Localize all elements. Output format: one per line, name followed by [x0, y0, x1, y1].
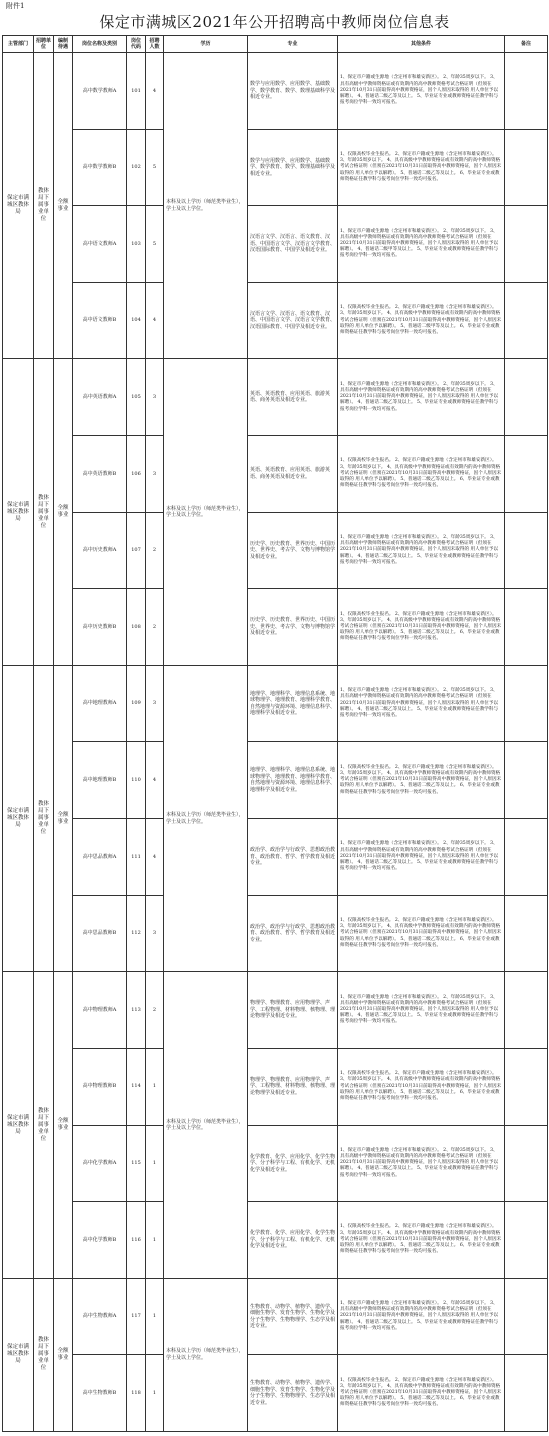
table-row: [3, 206, 548, 283]
note-cell: [505, 895, 548, 972]
note-cell: [505, 589, 548, 666]
num-cell: 3: [146, 895, 164, 972]
dept-cell: 保定市满城区教体局: [3, 53, 34, 359]
note-cell: [505, 972, 548, 1049]
header-note: 备注: [505, 36, 548, 53]
header-num: 招聘人数: [146, 36, 164, 53]
table-row: [3, 1048, 548, 1125]
note-cell: [505, 1355, 548, 1432]
cond-cell: 1、保定市户籍或生源地（含定州市和雄安新区）。 2、年龄35周岁以下。 3、具有高级中学教师资格证或有效期内的高中教师资格考试合格证明（但须在2021年10月31日前取得高中教师资格证，因个人原因未取得的 用人单位予以解聘）。 4、普通话二级乙等及以上。 5、毕业证专业或教师资格证任教学科与报考岗位学科一致均可报名。: [338, 819, 505, 896]
major-cell: 历史学、历史教育、世界历史、中国历史、世界史、考古学、文物与博物馆学及相近专业。: [248, 589, 338, 666]
cond-cell: 1、保定市户籍或生源地（含定州市和雄安新区）。 2、年龄35周岁以下。 3、具有高级中学教师资格证或有效期内的高中教师资格考试合格证明（但须在2021年10月31日前取得高中教师资格证，因个人原因未取得的 用人单位予以解聘）。 4、普通话二级乙等及以上。 5、毕业证专业或教师资格证任教学科与报考岗位学科一致均可报名。: [338, 1125, 505, 1202]
unit-cell: 教体局下属事业单位: [34, 53, 54, 359]
code-cell: 105: [127, 359, 146, 436]
table-row: [3, 819, 548, 896]
post-cell: 高中生物教师B: [73, 1355, 127, 1432]
code-cell: 101: [127, 53, 146, 130]
post-cell: 高中化学教师A: [73, 1125, 127, 1202]
header-major: 专业: [248, 36, 338, 53]
cond-cell: 1、保定市户籍或生源地（含定州市和雄安新区）。 2、年龄35周岁以下。 3、具有高级中学教师资格证或有效期内的高中教师资格考试合格证明（但须在2021年10月31日前取得高中教师资格证，因个人原因未取得的 用人单位予以解聘）。 4、普通话二级乙等及以上。 5、毕业证专业或教师资格证任教学科与报考岗位学科一致均可报名。: [338, 972, 505, 1049]
post-cell: 高中化学教师B: [73, 1202, 127, 1279]
code-cell: 117: [127, 1278, 146, 1355]
major-cell: 数学与应用数学、应用数学、基础数学、数学教育、数学、数理基础科学及相近专业。: [248, 53, 338, 130]
dept-cell: 保定市满城区教体局: [3, 1278, 34, 1431]
cond-cell: 1、仅限高校毕业生报名。 2、保定市户籍或生源地（含定州市和雄安新区）。 3、年龄35周岁以下。 4、具有高级中学教师资格证或有效期内的高中教师资格考试合格证明（但须在2021年10月31日前取得高中教师资格证，因个人原因未取得的 用人单位予以解聘）。 5、普通话二级乙等及以上。 6、毕业证专业或教师资格证任教学科与报考岗位学科一致均可报名。: [338, 436, 505, 513]
header-post: 岗位名称及类别: [73, 36, 127, 53]
table-body: [3, 53, 548, 1432]
edu-cell: 本科及以上学历（师范类毕业生），学士及以上学位。: [164, 359, 248, 665]
edu-cell: 本科及以上学历（师范类毕业生），学士及以上学位。: [164, 665, 248, 971]
code-cell: 116: [127, 1202, 146, 1279]
table-row: [3, 282, 548, 359]
cond-cell: 1、保定市户籍或生源地（含定州市和雄安新区）。 2、年龄35周岁以下。 3、具有高级中学教师资格证或有效期内的高中教师资格考试合格证明（但须在2021年10月31日前取得高中教师资格证，因个人原因未取得的 用人单位予以解聘）。 4、普通话二级乙等及以上。 5、毕业证专业或教师资格证任教学科与报考岗位学科一致均可报名。: [338, 53, 505, 130]
table-row: [3, 436, 548, 513]
table-row: [3, 972, 548, 1049]
note-cell: [505, 665, 548, 742]
post-cell: 高中物理教师A: [73, 972, 127, 1049]
dept-cell: 保定市满城区教体局: [3, 665, 34, 971]
unit-cell: 教体局下属事业单位: [34, 359, 54, 665]
note-cell: [505, 819, 548, 896]
job-table: [2, 35, 548, 1432]
num-cell: 2: [146, 972, 164, 1049]
num-cell: 4: [146, 53, 164, 130]
type-cell: 全额事业: [54, 359, 73, 665]
table-row: [3, 1355, 548, 1432]
cond-cell: 1、保定市户籍或生源地（含定州市和雄安新区）。 2、年龄35周岁以下。 3、具有高级中学教师资格证或有效期内的高中教师资格考试合格证明（但须在2021年10月31日前取得高中教师资格证，因个人原因未取得的 用人单位予以解聘）。 4、普通话二级乙等及以上。 5、毕业证专业或教师资格证任教学科与报考岗位学科一致均可报名。: [338, 1278, 505, 1355]
page-title: 保定市满城区2021年公开招聘高中教师岗位信息表: [99, 13, 450, 31]
code-cell: 108: [127, 589, 146, 666]
num-cell: 3: [146, 359, 164, 436]
code-cell: 118: [127, 1355, 146, 1432]
num-cell: 5: [146, 206, 164, 283]
cond-cell: 1、仅限高校毕业生报名。 2、保定市户籍或生源地（含定州市和雄安新区）。 3、年龄35周岁以下。 4、具有高级中学教师资格证或有效期内的高中教师资格考试合格证明（但须在2021年10月31日前取得高中教师资格证，因个人原因未取得的 用人单位予以解聘）。 5、普通话二级乙等及以上。 6、毕业证专业或教师资格证任教学科与报考岗位学科一致均可报名。: [338, 895, 505, 972]
post-cell: 高中数学教师B: [73, 129, 127, 206]
major-cell: 汉语言文学、汉语言、语文教育、汉语、中国语言文学、汉语言文学教育、汉语国际教育、中国学及相近专业。: [248, 282, 338, 359]
num-cell: 1: [146, 1202, 164, 1279]
header-code: 岗位代码: [127, 36, 146, 53]
major-cell: 生物教育、动物学、植物学、遗传学、细胞生物学、发育生物学、生物化学及分子生物学、生物物理学、生态学及相近专业。: [248, 1355, 338, 1432]
unit-cell: 教体局下属事业单位: [34, 665, 54, 971]
note-cell: [505, 53, 548, 130]
type-cell: 全额事业: [54, 1278, 73, 1431]
header-cond: 其他条件: [338, 36, 505, 53]
major-cell: 物理学、物理教育、应用物理学、声学、工程物理、材料物理、核物理、理论物理学及相近专业。: [248, 972, 338, 1049]
post-cell: 高中历史教师B: [73, 589, 127, 666]
cond-cell: 1、保定市户籍或生源地（含定州市和雄安新区）。 2、年龄35周岁以下。 3、具有高级中学教师资格证或有效期内的高中教师资格考试合格证明（但须在2021年10月31日前取得高中教师资格证，因个人原因未取得的 用人单位予以解聘）。 4、普通话二级乙等及以上。 5、毕业证专业或教师资格证任教学科与报考岗位学科一致均可报名。: [338, 359, 505, 436]
num-cell: 3: [146, 665, 164, 742]
code-cell: 111: [127, 819, 146, 896]
cond-cell: 1、仅限高校毕业生报名。 2、保定市户籍或生源地（含定州市和雄安新区）。 3、年龄35周岁以下。 4、具有高级中学教师资格证或有效期内的高中教师资格考试合格证明（但须在2021年10月31日前取得高中教师资格证，因个人原因未取得的 用人单位予以解聘）。 5、普通话二级乙等及以上。 6、毕业证专业或教师资格证任教学科与报考岗位学科一致均可报名。: [338, 742, 505, 819]
table-row: [3, 1125, 548, 1202]
note-cell: [505, 436, 548, 513]
post-cell: 高中思品教师A: [73, 819, 127, 896]
post-cell: 高中语文教师B: [73, 282, 127, 359]
num-cell: 4: [146, 819, 164, 896]
num-cell: 1: [146, 1355, 164, 1432]
unit-cell: 教体局下属事业单位: [34, 972, 54, 1278]
post-cell: 高中英语教师B: [73, 436, 127, 513]
cond-cell: 1、仅限高校毕业生报名。 2、保定市户籍或生源地（含定州市和雄安新区）。 3、年龄35周岁以下。 4、具有高级中学教师资格证或有效期内的高中教师资格考试合格证明（但须在2021年10月31日前取得高中教师资格证，因个人原因未取得的 用人单位予以解聘）。 5、普通话二级乙等及以上。 6、毕业证专业或教师资格证任教学科与报考岗位学科一致均可报名。: [338, 1202, 505, 1279]
num-cell: 2: [146, 589, 164, 666]
note-cell: [505, 359, 548, 436]
edu-cell: 本科及以上学历（师范类毕业生），学士及以上学位。: [164, 1278, 248, 1431]
table-row: [3, 53, 548, 130]
major-cell: 英语、英语教育、应用英语、旅游英语、商务英语及相近专业。: [248, 359, 338, 436]
cond-cell: 1、仅限高校毕业生报名。 2、保定市户籍或生源地（含定州市和雄安新区）。 3、年龄35周岁以下。 4、具有高级中学教师资格证或有效期内的高中教师资格考试合格证明（但须在2021年10月31日前取得高中教师资格证，因个人原因未取得的 用人单位予以解聘）。 5、普通话二级乙等及以上。 6、毕业证专业或教师资格证任教学科与报考岗位学科一致均可报名。: [338, 589, 505, 666]
table-row: [3, 742, 548, 819]
major-cell: 生物教育、动物学、植物学、遗传学、细胞生物学、发育生物学、生物化学及分子生物学、生物物理学、生态学及相近专业。: [248, 1278, 338, 1355]
major-cell: 物理学、物理教育、应用物理学、声学、工程物理、材料物理、核物理、理论物理学及相近专业。: [248, 1048, 338, 1125]
post-cell: 高中地理教师B: [73, 742, 127, 819]
major-cell: 英语、英语教育、应用英语、旅游英语、商务英语及相近专业。: [248, 436, 338, 513]
post-cell: 高中英语教师A: [73, 359, 127, 436]
note-cell: [505, 206, 548, 283]
header-type: 编制待遇: [54, 36, 73, 53]
major-cell: 汉语言文学、汉语言、语文教育、汉语、中国语言文学、汉语言文学教育、汉语国际教育、中国学及相近专业。: [248, 206, 338, 283]
header-dept: 主管部门: [3, 36, 34, 53]
type-cell: 全额事业: [54, 53, 73, 359]
code-cell: 110: [127, 742, 146, 819]
major-cell: 历史学、历史教育、世界历史、中国历史、世界史、考古学、文物与博物馆学及相近专业。: [248, 512, 338, 589]
cond-cell: 1、仅限高校毕业生报名。 2、保定市户籍或生源地（含定州市和雄安新区）。 3、年龄35周岁以下。 4、具有高级中学教师资格证或有效期内的高中教师资格考试合格证明（但须在2021年10月31日前取得高中教师资格证，因个人原因未取得的 用人单位予以解聘）。 5、普通话二级甲等及以上。 6、毕业证专业或教师资格证任教学科与报考岗位学科一致均可报名。: [338, 282, 505, 359]
cond-cell: 1、仅限高校毕业生报名。 2、保定市户籍或生源地（含定州市和雄安新区）。 3、年龄35周岁以下。 4、具有高级中学教师资格证或有效期内的高中教师资格考试合格证明（但须在2021年10月31日前取得高中教师资格证，因个人原因未取得的 用人单位予以解聘）。 5、普通话二级乙等及以上。 6、毕业证专业或教师资格证任教学科与报考岗位学科一致均可报名。: [338, 1355, 505, 1432]
cond-cell: 1、仅限高校毕业生报名。 2、保定市户籍或生源地（含定州市和雄安新区）。 3、年龄35周岁以下。 4、具有高级中学教师资格证或有效期内的高中教师资格考试合格证明（但须在2021年10月31日前取得高中教师资格证，因个人原因未取得的 用人单位予以解聘）。 5、普通话二级乙等及以上。 6、毕业证专业或教师资格证任教学科与报考岗位学科一致均可报名。: [338, 129, 505, 206]
major-cell: 化学教育、化学、应用化学、化学生物学、分子科学与工程、有机化学、无机化学及相近专业。: [248, 1202, 338, 1279]
table-row: [3, 129, 548, 206]
type-cell: 全额事业: [54, 665, 73, 971]
num-cell: 3: [146, 436, 164, 513]
note-cell: [505, 1202, 548, 1279]
code-cell: 114: [127, 1048, 146, 1125]
code-cell: 113: [127, 972, 146, 1049]
table-row: [3, 895, 548, 972]
table-row: [3, 512, 548, 589]
num-cell: 1: [146, 1125, 164, 1202]
note-cell: [505, 129, 548, 206]
note-cell: [505, 1048, 548, 1125]
unit-cell: 教体局下属事业单位: [34, 1278, 54, 1431]
code-cell: 103: [127, 206, 146, 283]
note-cell: [505, 1278, 548, 1355]
table-row: [3, 359, 548, 436]
major-cell: 数学与应用数学、应用数学、基础数学、数学教育、数学、数理基础科学及相近专业。: [248, 129, 338, 206]
code-cell: 115: [127, 1125, 146, 1202]
note-cell: [505, 282, 548, 359]
note-cell: [505, 1125, 548, 1202]
type-cell: 全额事业: [54, 972, 73, 1278]
code-cell: 112: [127, 895, 146, 972]
code-cell: 104: [127, 282, 146, 359]
edu-cell: 本科及以上学历（师范类毕业生），学士及以上学位。: [164, 53, 248, 359]
table-header-row: [3, 36, 548, 53]
cond-cell: 1、保定市户籍或生源地（含定州市和雄安新区）。 2、年龄35周岁以下。 3、具有高级中学教师资格证或有效期内的高中教师资格考试合格证明（但须在2021年10月31日前取得高中教师资格证，因个人原因未取得的 用人单位予以解聘）。 4、普通话二级乙等及以上。 5、毕业证专业或教师资格证任教学科与报考岗位学科一致均可报名。: [338, 665, 505, 742]
major-cell: 化学教育、化学、应用化学、化学生物学、分子科学与工程、有机化学、无机化学及相近专业。: [248, 1125, 338, 1202]
major-cell: 政治学、政治学与行政学、思想政治教育、政治教育、哲学、哲学教育及相近专业。: [248, 895, 338, 972]
post-cell: 高中思品教师B: [73, 895, 127, 972]
num-cell: 4: [146, 742, 164, 819]
post-cell: 高中物理教师B: [73, 1048, 127, 1125]
num-cell: 2: [146, 512, 164, 589]
table-row: [3, 1278, 548, 1355]
num-cell: 1: [146, 1048, 164, 1125]
dept-cell: 保定市满城区教体局: [3, 972, 34, 1278]
cond-cell: 1、保定市户籍或生源地（含定州市和雄安新区）。 2、年龄35周岁以下。 3、具有高级中学教师资格证或有效期内的高中教师资格考试合格证明（但须在2021年10月31日前取得高中教师资格证，因个人原因未取得的 用人单位予以解聘）。 4、普通话二级甲等及以上。 5、毕业证专业或教师资格证任教学科与报考岗位学科一致均可报名。: [338, 206, 505, 283]
post-cell: 高中地理教师A: [73, 665, 127, 742]
post-cell: 高中数学教师A: [73, 53, 127, 130]
cond-cell: 1、保定市户籍或生源地（含定州市和雄安新区）。 2、年龄35周岁以下。 3、具有高级中学教师资格证或有效期内的高中教师资格考试合格证明（但须在2021年10月31日前取得高中教师资格证，因个人原因未取得的 用人单位予以解聘）。 4、普通话二级乙等及以上。 5、毕业证专业或教师资格证任教学科与报考岗位学科一致均可报名。: [338, 512, 505, 589]
code-cell: 107: [127, 512, 146, 589]
post-cell: 高中生物教师A: [73, 1278, 127, 1355]
major-cell: 地理学、地理科学、地理信息系统、地球物理学、地理教育、地理科学教育、自然地理与资源环境、地理信息科学、地理科学及相近专业。: [248, 742, 338, 819]
num-cell: 1: [146, 1278, 164, 1355]
note-cell: [505, 512, 548, 589]
note-cell: [505, 742, 548, 819]
dept-cell: 保定市满城区教体局: [3, 359, 34, 665]
header-edu: 学历: [164, 36, 248, 53]
table-row: [3, 1202, 548, 1279]
num-cell: 4: [146, 282, 164, 359]
table-row: [3, 665, 548, 742]
cond-cell: 1、仅限高校毕业生报名。 2、保定市户籍或生源地（含定州市和雄安新区）。 3、年龄35周岁以下。 4、具有高级中学教师资格证或有效期内的高中教师资格考试合格证明（但须在2021年10月31日前取得高中教师资格证，因个人原因未取得的 用人单位予以解聘）。 5、普通话二级乙等及以上。 6、毕业证专业或教师资格证任教学科与报考岗位学科一致均可报名。: [338, 1048, 505, 1125]
edu-cell: 本科及以上学历（师范类毕业生），学士及以上学位。: [164, 972, 248, 1278]
major-cell: 政治学、政治学与行政学、思想政治教育、政治教育、哲学、哲学教育及相近专业。: [248, 819, 338, 896]
code-cell: 102: [127, 129, 146, 206]
major-cell: 地理学、地理科学、地理信息系统、地球物理学、地理教育、地理科学教育、自然地理与资源环境、地理信息科学、地理科学及相近专业。: [248, 665, 338, 742]
table-row: [3, 589, 548, 666]
post-cell: 高中历史教师A: [73, 512, 127, 589]
header-unit: 招聘单位: [34, 36, 54, 53]
code-cell: 109: [127, 665, 146, 742]
post-cell: 高中语文教师A: [73, 206, 127, 283]
code-cell: 106: [127, 436, 146, 513]
num-cell: 5: [146, 129, 164, 206]
attachment-label: 附件1: [6, 2, 25, 10]
